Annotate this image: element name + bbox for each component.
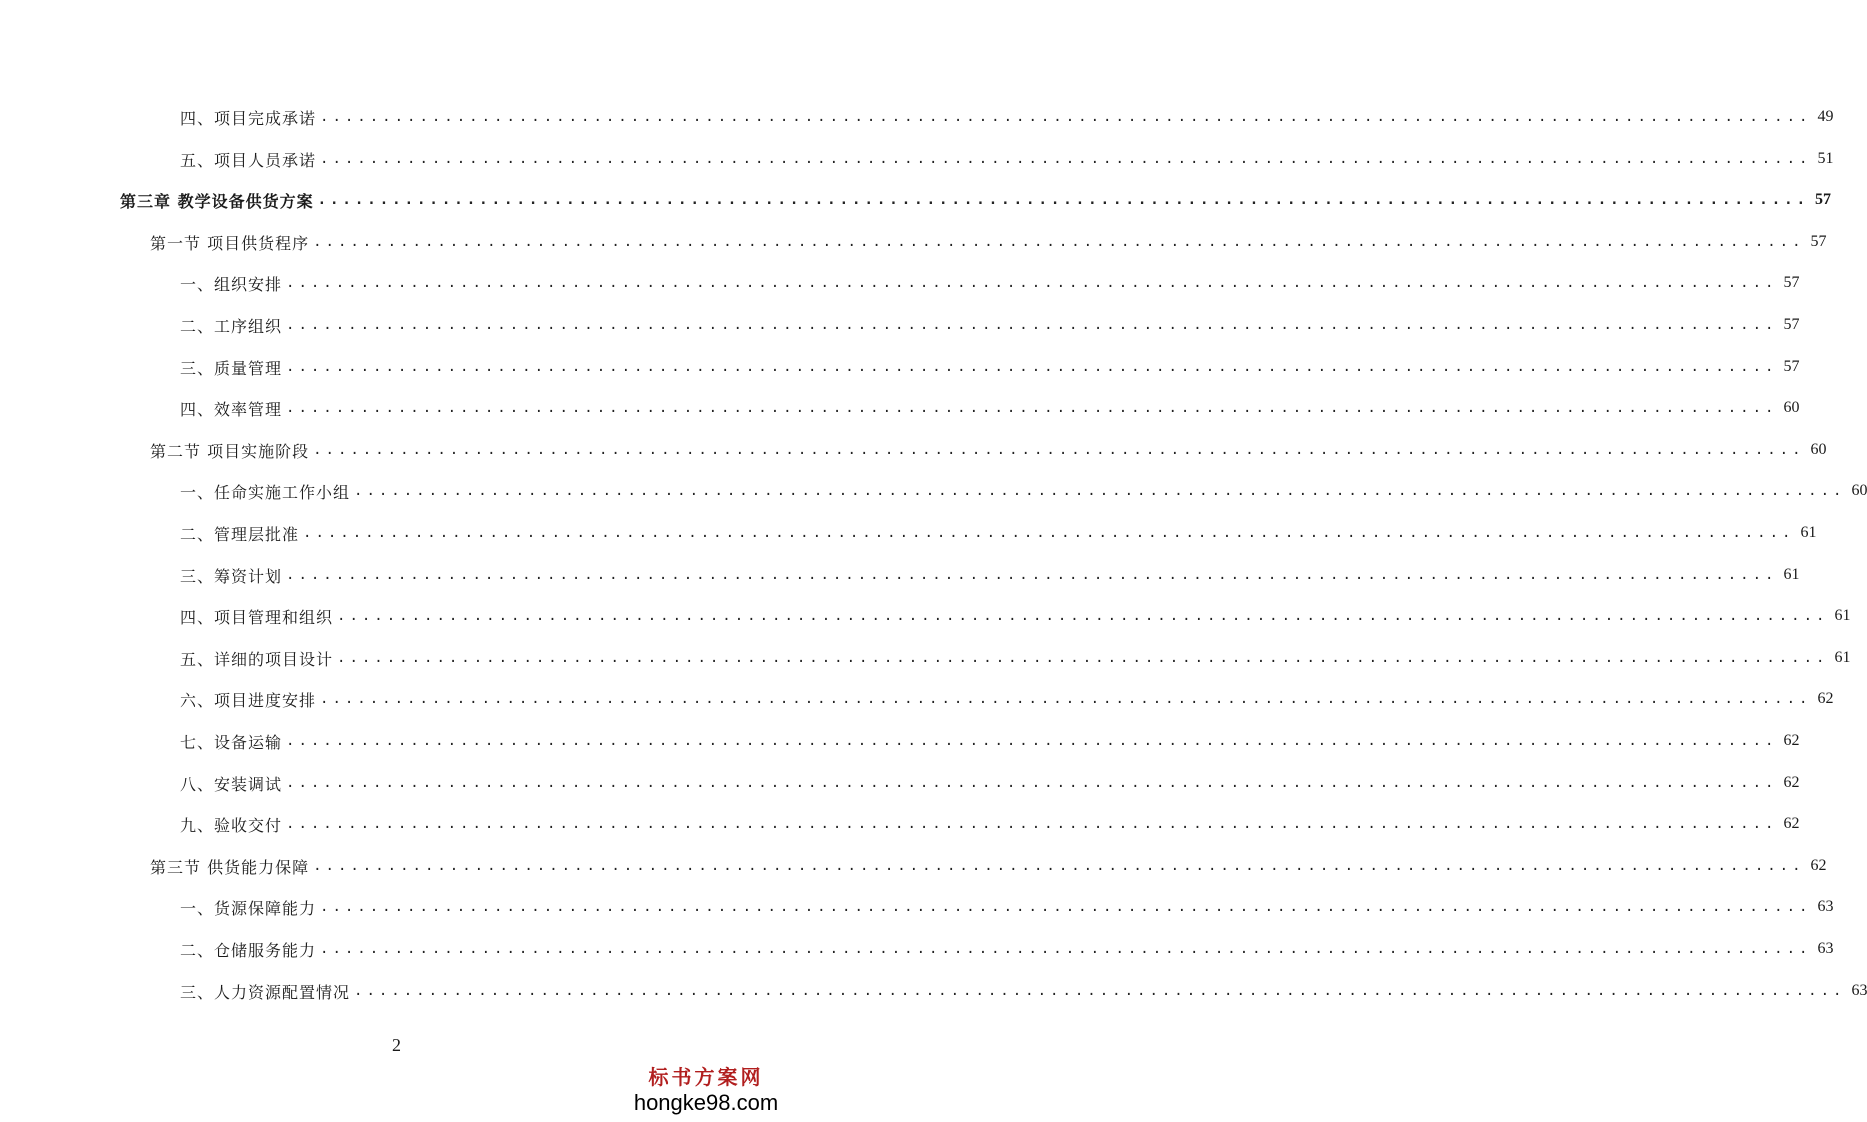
toc-entry[interactable] (180, 729, 1800, 753)
dot-leader: ........................................................................................................................ (286, 775, 1778, 791)
toc-entry-title: 第二节 项目实施阶段 (150, 441, 310, 461)
dot-leader: ........................................................................................................................ (320, 899, 1812, 915)
toc-entry-page: 61 (1800, 524, 1817, 541)
watermark-domain: hongke98.com (633, 1090, 779, 1115)
toc-entry[interactable] (180, 937, 1834, 961)
dot-leader: ........................................................................................................................ (286, 317, 1778, 333)
toc-entry-page: 62 (1783, 732, 1800, 749)
dot-leader: ........................................................................................................................ (320, 151, 1812, 167)
dot-leader: ........................................................................................................................ (320, 691, 1812, 707)
toc-entry[interactable] (180, 812, 1800, 836)
toc-entry-title: 一、货源保障能力 (180, 898, 317, 918)
toc-entry[interactable] (150, 438, 1827, 462)
toc-entry-page: 61 (1834, 649, 1851, 666)
toc-entry[interactable] (120, 188, 1832, 212)
toc-entry-page: 62 (1810, 857, 1827, 874)
toc-entry[interactable] (180, 147, 1834, 171)
dot-leader: ........................................................................................................................ (337, 608, 1829, 624)
dot-leader: ........................................................................................................................ (354, 483, 1846, 499)
dot-leader: ........................................................................................................................ (354, 983, 1846, 999)
dot-leader: ........................................................................................................................ (337, 650, 1829, 666)
toc-entry-title: 三、筹资计划 (180, 566, 283, 586)
toc-entry-title: 五、详细的项目设计 (180, 649, 334, 669)
toc-entry-title: 九、验收交付 (180, 815, 283, 835)
toc-entry-title: 三、人力资源配置情况 (180, 982, 351, 1002)
toc-entry-page: 62 (1783, 815, 1800, 832)
toc-entry-page: 61 (1783, 566, 1800, 583)
toc-entry-title: 二、工序组织 (180, 316, 283, 336)
toc-entry-title: 第三章 教学设备供货方案 (120, 191, 314, 211)
toc-entry-title: 一、任命实施工作小组 (180, 482, 351, 502)
dot-leader: ........................................................................................................................ (286, 567, 1778, 583)
toc-entry[interactable] (180, 521, 1817, 545)
toc-entry-title: 第一节 项目供货程序 (150, 233, 310, 253)
toc-entry[interactable] (180, 271, 1800, 295)
watermark-logo (631, 1064, 781, 1116)
toc-entry[interactable] (180, 604, 1851, 628)
toc-entry-page: 57 (1815, 191, 1832, 208)
dot-leader: ........................................................................................................................ (313, 858, 1805, 874)
toc-entry[interactable] (180, 687, 1834, 711)
toc-entry-page: 57 (1810, 233, 1827, 250)
toc-entry-page: 61 (1834, 607, 1851, 624)
toc-entry[interactable] (180, 563, 1800, 587)
dot-leader: ........................................................................................................................ (286, 400, 1778, 416)
dot-leader: ........................................................................................................................ (303, 525, 1795, 541)
toc-entry-title: 第三节 供货能力保障 (150, 857, 310, 877)
toc-entry[interactable] (180, 105, 1834, 129)
toc-entry-title: 三、质量管理 (180, 358, 283, 378)
dot-leader: ........................................................................................................................ (313, 442, 1805, 458)
toc-entry-page: 60 (1783, 399, 1800, 416)
toc-entry-title: 二、管理层批准 (180, 524, 300, 544)
toc-entry-page: 51 (1817, 150, 1834, 167)
toc-entry-title: 七、设备运输 (180, 732, 283, 752)
toc-entry-page: 60 (1810, 441, 1827, 458)
toc-entry-page: 60 (1851, 482, 1867, 499)
toc-entry-title: 五、项目人员承诺 (180, 150, 317, 170)
toc-entry-page: 49 (1817, 108, 1834, 125)
toc-entry-page: 57 (1783, 316, 1800, 333)
toc-entry-page: 63 (1851, 982, 1867, 999)
toc-entry-page: 62 (1783, 774, 1800, 791)
toc-entry[interactable] (180, 396, 1800, 420)
dot-leader: ........................................................................................................................ (286, 275, 1778, 291)
page-number: 2 (392, 1035, 401, 1055)
toc-entry-page: 57 (1783, 274, 1800, 291)
toc-entry[interactable] (180, 479, 1867, 503)
dot-leader: ........................................................................................................................ (286, 359, 1778, 375)
toc-entry-title: 六、项目进度安排 (180, 690, 317, 710)
dot-leader: ........................................................................................................................ (317, 192, 1810, 208)
toc-entry[interactable] (180, 355, 1800, 379)
dot-leader: ........................................................................................................................ (320, 109, 1812, 125)
dot-leader: ........................................................................................................................ (320, 941, 1812, 957)
toc-entry[interactable] (180, 895, 1834, 919)
toc-entry-page: 63 (1817, 898, 1834, 915)
toc-entry[interactable] (150, 230, 1827, 254)
toc-entry-title: 八、安装调试 (180, 774, 283, 794)
toc-entry[interactable] (180, 771, 1800, 795)
toc-entry[interactable] (180, 646, 1851, 670)
dot-leader: ........................................................................................................................ (286, 733, 1778, 749)
dot-leader: ........................................................................................................................ (286, 816, 1778, 832)
toc-entry[interactable] (150, 854, 1827, 878)
toc-entry-page: 57 (1783, 358, 1800, 375)
toc-entry-page: 62 (1817, 690, 1834, 707)
toc-entry-title: 四、效率管理 (180, 399, 283, 419)
toc-entry-title: 二、仓储服务能力 (180, 940, 317, 960)
toc-entry-title: 四、项目管理和组织 (180, 607, 334, 627)
dot-leader: ........................................................................................................................ (313, 234, 1805, 250)
toc-entry[interactable] (180, 979, 1867, 1003)
toc-entry[interactable] (180, 313, 1800, 337)
watermark-title: 标书方案网 (648, 1065, 764, 1089)
toc-entry-title: 一、组织安排 (180, 274, 283, 294)
toc-entry-page: 63 (1817, 940, 1834, 957)
toc-entry-title: 四、项目完成承诺 (180, 108, 317, 128)
